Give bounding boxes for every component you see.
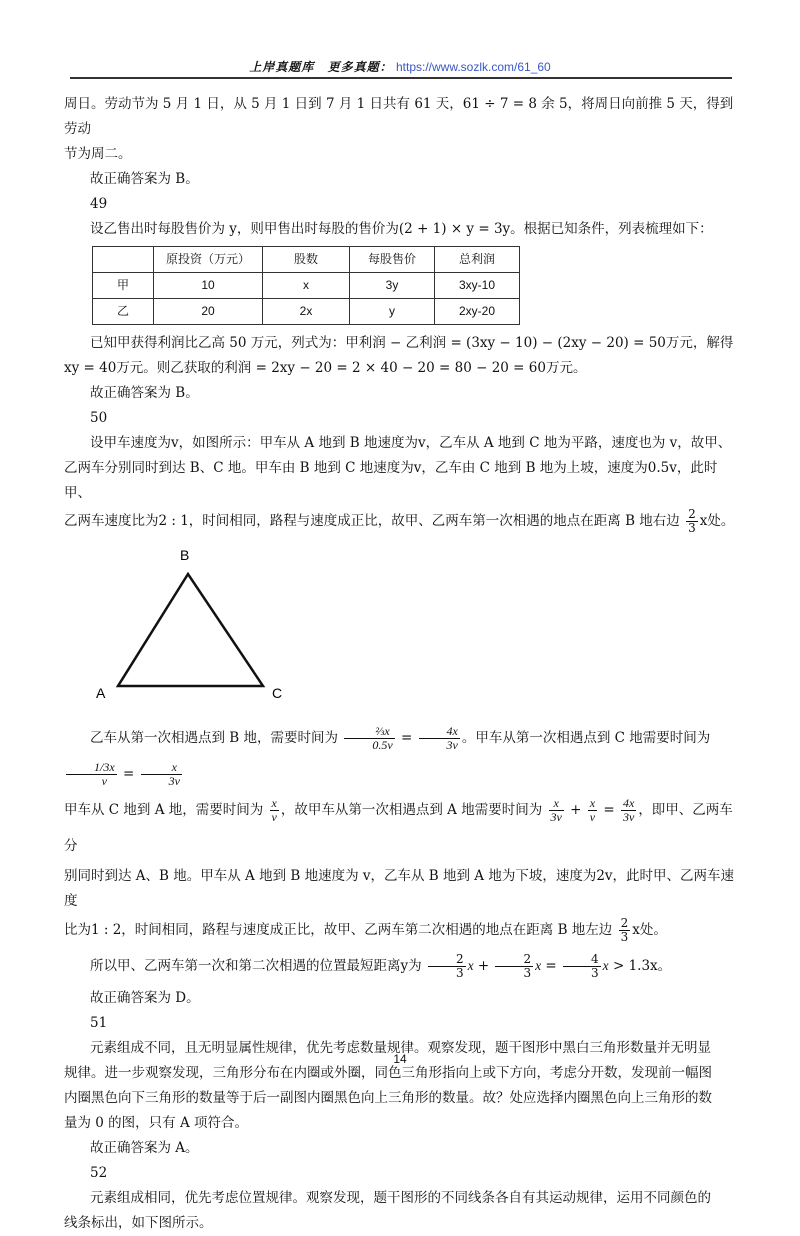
vertex-c-label: C	[272, 685, 283, 701]
table-cell: 2xy-20	[435, 299, 520, 325]
triangle-figure	[88, 544, 742, 714]
q50-line1: 设甲车速度为v，如图所示：甲车从 A 地到 B 地速度为v，乙车从 A 地到 C 地为平路，速度也为 v，故甲、	[90, 435, 732, 451]
fraction	[419, 725, 460, 752]
q50-line3-end: x处。	[699, 513, 735, 529]
frac-numerator-bottom: 3x	[103, 760, 115, 774]
fraction-denominator: 3v	[550, 810, 562, 824]
table-cell: 20	[154, 299, 263, 325]
frac-numerator-top: 1	[94, 760, 100, 774]
fraction-denominator: 3v	[168, 774, 180, 788]
fraction-numerator: x	[549, 797, 564, 811]
fraction-denominator: 3v	[446, 738, 458, 752]
q50-line3	[64, 506, 742, 536]
fraction-numerator: x	[589, 796, 596, 810]
fraction-numerator: x	[141, 761, 182, 775]
q52-number: 52	[90, 1165, 108, 1181]
fraction-denominator: 0.5v	[372, 738, 393, 752]
equals-sign: =	[545, 958, 557, 974]
fraction	[428, 953, 466, 980]
q49-intro: 设乙售出时每股售价为 y，则甲售出时每股的售价为(2 + 1) × y = 3y。根据已知条件，列表梳理如下：	[90, 221, 713, 237]
header-link[interactable]: https://www.sozlk.com/61_60	[395, 60, 551, 74]
table-row	[93, 299, 520, 325]
fraction-denominator: v	[101, 774, 107, 788]
header-divider	[70, 77, 732, 79]
plus-sign: +	[477, 958, 490, 974]
p48-line2: 节为周二。	[64, 146, 132, 162]
fraction-denominator: 3	[523, 966, 532, 980]
fraction	[549, 797, 564, 824]
q49-answer: 故正确答案为 B。	[90, 385, 199, 401]
q49-table	[92, 246, 520, 325]
table-cell: 甲	[93, 273, 154, 299]
fraction-denominator: 3	[455, 966, 464, 980]
q50-text: 乙车从第一次相遇点到 B 地，需要时间为	[90, 730, 339, 746]
table-header-row	[93, 247, 520, 273]
table-row	[93, 273, 520, 299]
fraction-numerator: 4	[563, 953, 601, 967]
q50-text: ，故甲车从第一次相遇点到 A 地需要时间为	[280, 802, 543, 818]
table-cell: 乙	[93, 299, 154, 325]
equals-sign: =	[122, 766, 135, 782]
table-header-cell: 总利润	[435, 247, 520, 273]
q50-line3-text: 乙两车速度比为2 : 1，时间相同，路程与速度成正比，故甲、乙两车第一次相遇的地点在距离 B 地右边	[64, 513, 680, 529]
fraction-numerator: ⅔x	[344, 725, 394, 739]
q50-text: ，即甲、乙两车分	[64, 802, 733, 854]
table-header-cell	[93, 247, 154, 273]
page-header	[0, 58, 800, 75]
q49-line-a: 已知甲获得利润比乙高 50 万元，列式为：甲利润 − 乙利润 = (3xy − 10) − (2xy − 20) = 50万元，解得	[90, 335, 734, 351]
fraction-denominator: 3v	[622, 810, 635, 824]
fraction	[344, 725, 394, 752]
q50-text: 甲车从 C 地到 A 地，需要时间为	[64, 802, 264, 818]
q50-answer: 故正确答案为 D。	[90, 990, 200, 1006]
variable-x: x	[535, 958, 542, 973]
table-cell: y	[350, 299, 435, 325]
plus-sign: +	[570, 802, 582, 818]
fraction	[141, 761, 182, 788]
q51-number: 51	[90, 1015, 108, 1031]
fraction	[270, 797, 279, 824]
fraction	[621, 797, 636, 824]
q52-line2: 线条标出，如下图所示。	[64, 1215, 213, 1231]
triangle-diagram	[88, 544, 328, 714]
q50-para2-line2	[64, 792, 742, 864]
fraction	[495, 953, 533, 980]
fraction-numerator: 2	[495, 953, 533, 967]
q51-line2: 规律。进一步观察发现，三角形分布在内圈或外圈，同色三角形指向上或下方向，考虑分开数，发现前一幅图	[64, 1065, 712, 1081]
q50-text: 所以甲、乙两车第一次和第二次相遇的位置最短距离y为	[90, 958, 422, 974]
vertex-a-label: A	[96, 685, 106, 701]
page-number: 14	[393, 1052, 407, 1066]
fraction-numerator: 1/3x	[66, 761, 117, 775]
q51-answer: 故正确答案为 A。	[90, 1140, 199, 1156]
equals-sign: =	[400, 730, 413, 746]
q50-para2-line3: 别同时到达 A、B 地。甲车从 A 地到 B 地速度为 v，乙车从 B 地到 A 地为下坡，速度为2v，此时甲、乙两车速度	[64, 868, 735, 909]
triangle-shape	[118, 574, 263, 686]
fraction-denominator: v	[589, 810, 596, 824]
fraction-numerator: 2	[428, 953, 466, 967]
p48-answer: 故正确答案为 B。	[90, 171, 199, 187]
q51-line1: 元素组成不同，且无明显属性规律，优先考虑数量规律。观察发现，题干图形中黑白三角形数量并无明显	[90, 1040, 711, 1056]
table-cell: 10	[154, 273, 263, 299]
table-header-cell: 股数	[263, 247, 350, 273]
fraction-numerator: 4x	[419, 725, 460, 739]
q51-line4: 量为 0 的图，只有 A 项符合。	[64, 1115, 249, 1131]
fraction	[66, 761, 117, 788]
q50-text: x处。	[632, 922, 667, 938]
q50-line2: 乙两车分别同时到达 B、C 地。甲车由 B 地到 C 地速度为v，乙车由 C 地到 B 地为上坡，速度为0.5v，此时甲、	[64, 460, 718, 501]
q50-para3	[64, 946, 742, 986]
q50-para2-line1	[64, 720, 742, 792]
table-cell: x	[263, 273, 350, 299]
table-cell: 2x	[263, 299, 350, 325]
brand-name: 上岸真题库	[249, 60, 315, 74]
equals-sign: =	[603, 802, 615, 818]
q50-para2-line4	[64, 914, 742, 946]
fraction-numerator: 4x	[622, 796, 635, 810]
fraction-denominator: v	[271, 810, 277, 824]
q50-number: 50	[90, 410, 108, 426]
fraction-denominator: 3	[620, 930, 629, 944]
more-label: 更多真题：	[327, 60, 393, 74]
fraction-denominator: 3	[688, 521, 696, 535]
fraction	[619, 917, 631, 944]
q50-text: 。甲车从第一次相遇点到 C 地需要时间为	[461, 730, 711, 746]
table-cell: 3y	[350, 273, 435, 299]
q50-text: > 1.3x。	[612, 958, 672, 974]
p48-line1: 周日。劳动节为 5 月 1 日，从 5 月 1 日到 7 月 1 日共有 61 天，61 ÷ 7 = 8 余 5，将周日向前推 5 天，得到劳动	[64, 96, 734, 137]
table-header-cell: 每股售价	[350, 247, 435, 273]
q51-line3: 内圈黑色向下三角形的数量等于后一副图内圈黑色向上三角形的数量。故？处应选择内圈黑色向上三角形的数	[64, 1090, 712, 1106]
q50-text: 比为1 : 2，时间相同，路程与速度成正比，故甲、乙两车第二次相遇的地点在距离 B 地左边	[64, 922, 613, 938]
table-header-cell: 原投资（万元）	[154, 247, 263, 273]
fraction	[588, 797, 597, 824]
fraction-numerator: x	[271, 796, 277, 810]
fraction-numerator: 2	[620, 916, 629, 930]
fraction-denominator: 3	[591, 966, 599, 980]
fraction-numerator: 2	[688, 507, 696, 521]
fraction	[563, 953, 601, 980]
q49-number: 49	[90, 196, 108, 212]
table-cell: 3xy-10	[435, 273, 520, 299]
variable-x: x	[467, 958, 474, 973]
q49-line-b: xy = 40万元。则乙获取的利润 = 2xy − 20 = 2 × 40 − 20 = 80 − 20 = 60万元。	[64, 360, 587, 376]
q52-line1: 元素组成相同，优先考虑位置规律。观察发现，题干图形的不同线条各自有其运动规律，运用不同颜色的	[90, 1190, 711, 1206]
vertex-b-label: B	[180, 547, 190, 563]
variable-x: x	[602, 958, 609, 973]
fraction	[686, 508, 698, 535]
